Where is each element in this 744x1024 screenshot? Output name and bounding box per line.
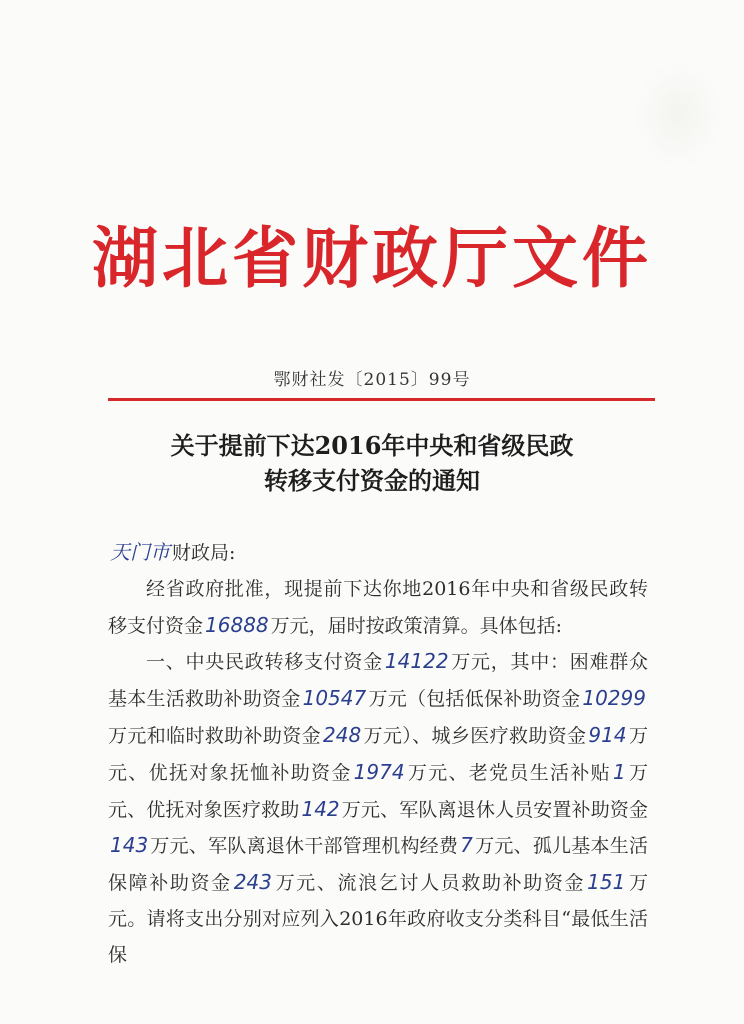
document-number: 鄂财社发〔2015〕99号	[273, 370, 471, 390]
handwritten-value: 248	[323, 722, 362, 747]
paragraph-2	[108, 644, 648, 973]
handwritten-value: 7	[460, 833, 473, 858]
handwritten-value: 1	[612, 759, 626, 784]
paragraph-1	[108, 572, 648, 645]
handwritten-value: 143	[110, 833, 149, 858]
handwritten-value: 151	[587, 870, 626, 895]
handwritten-value: 10299	[582, 686, 646, 711]
handwritten-value: 243	[233, 870, 272, 895]
notice-title	[0, 428, 744, 498]
p2-text-e: 万元）、城乡医疗救助资金	[363, 724, 587, 747]
document-body	[108, 535, 648, 974]
p2-text-b: 万元，其中：困难群众基本生活救助补助资金	[108, 651, 648, 711]
paper-stain	[634, 60, 724, 170]
title-line-2: 转移支付资金的通知	[264, 466, 480, 495]
p2-text-g: 万元、老党员生活补贴	[406, 761, 611, 784]
p1-text-b: 万元，届时按政策清算。具体包括:	[270, 614, 563, 637]
p1-text-a: 经省政府批准，现提前下达你地2016年中央和省级民政转移支付资金	[108, 577, 648, 637]
handwritten-value: 10547	[302, 686, 367, 711]
addressee-suffix: 财政局:	[172, 542, 236, 564]
handwritten-total: 16888	[205, 612, 269, 637]
p2-text-f: 万元、优抚对象抚恤补助资金	[108, 724, 648, 784]
red-divider	[108, 398, 655, 401]
p2-text-d: 万元和临时救助补助资金	[108, 724, 321, 747]
handwritten-value: 142	[301, 796, 340, 821]
p2-text-c: 万元（包括低保补助资金	[368, 688, 581, 711]
document-header: 湖北省财政厅文件	[92, 219, 652, 297]
handwritten-value: 914	[588, 722, 627, 747]
p2-text-h: 万元、优抚对象医疗救助	[108, 761, 648, 821]
p2-text-l: 万元、流浪乞讨人员救助补助资金	[274, 872, 586, 895]
handwritten-value: 14122	[384, 649, 449, 674]
p2-text-i: 万元、军队离退休人员安置补助资金	[341, 798, 648, 821]
p2-text-j: 万元、军队离退休干部管理机构经费	[150, 835, 459, 858]
handwritten-addressee: 天门市	[110, 540, 170, 564]
title-line-1: 关于提前下达2016年中央和省级民政	[170, 431, 574, 460]
p2-text-m: 万元。请将支出分别对应列入2016年政府收支分类科目“最低生活保	[108, 872, 648, 966]
addressee	[108, 535, 648, 572]
p2-text-k: 万元、孤儿基本生活保障补助资金	[108, 835, 648, 895]
p2-text-a: 一、中央民政转移支付资金	[146, 651, 383, 674]
handwritten-value: 1974	[353, 759, 405, 784]
